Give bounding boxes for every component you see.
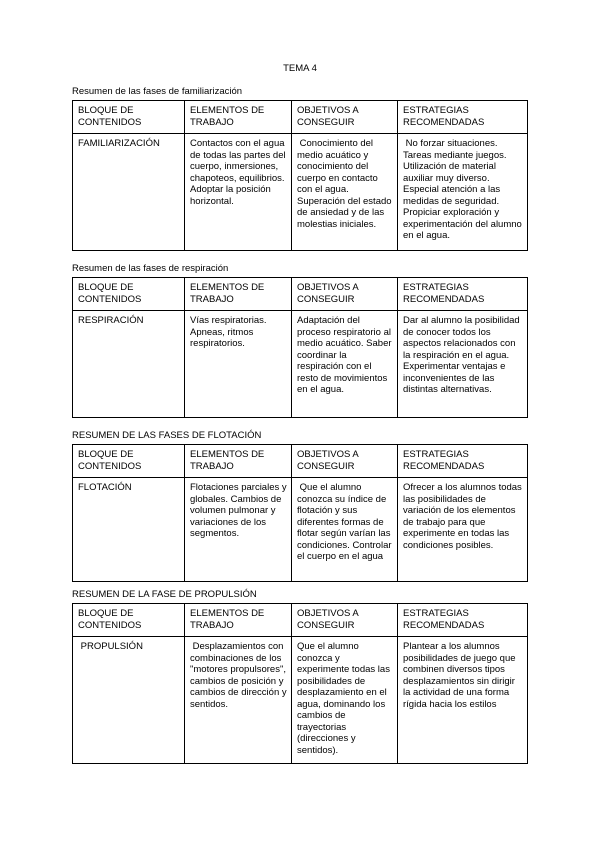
body-cell-estrategias: Plantear a los alumnos posibilidades de juego que combinen diversos tipos desplazamientos sin dirigir la actividad de una forma rígida hacia los estilos	[398, 637, 528, 764]
header-cell-elementos: ELEMENTOS DE TRABAJO	[185, 101, 292, 134]
table-row	[73, 311, 528, 418]
header-cell-estrategias: ESTRATEGIAS RECOMENDADAS	[398, 278, 528, 311]
body-cell-bloque: FAMILIARIZACIÓN	[73, 134, 185, 251]
body-cell-elementos: Vías respiratorias. Apneas, ritmos respiratorios.	[185, 311, 292, 418]
header-row	[73, 278, 528, 311]
header-cell-bloque: BLOQUE DE CONTENIDOS	[73, 101, 185, 134]
header-cell-bloque: BLOQUE DE CONTENIDOS	[73, 278, 185, 311]
header-cell-estrategias: ESTRATEGIAS RECOMENDADAS	[398, 445, 528, 478]
body-cell-elementos: Flotaciones parciales y globales. Cambios de volumen pulmonar y variaciones de los segmentos.	[185, 478, 292, 582]
section-propulsion	[0, 589, 600, 764]
body-cell-bloque: RESPIRACIÓN	[73, 311, 185, 418]
body-cell-objetivos: Que el alumno conozca y experimente todas las posibilidades de desplazamiento en el agua, dominando los cambios de trayectorias (direcciones y sentidos).	[292, 637, 398, 764]
header-row	[73, 445, 528, 478]
header-cell-objetivos: OBJETIVOS A CONSEGUIR	[292, 278, 398, 311]
header-cell-objetivos: OBJETIVOS A CONSEGUIR	[292, 445, 398, 478]
body-cell-bloque: FLOTACIÓN	[73, 478, 185, 582]
table-caption-respiracion: Resumen de las fases de respiración	[72, 263, 229, 274]
header-cell-objetivos: OBJETIVOS A CONSEGUIR	[292, 101, 398, 134]
body-cell-estrategias: No forzar situaciones. Tareas mediante juegos. Utilización de material auxiliar muy diverso. Especial atención a las medidas de seguridad. Propiciar exploración y experimentación del alumno en el agua.	[398, 134, 528, 251]
body-cell-objetivos: Conocimiento del medio acuático y conocimiento del cuerpo en contacto con el agua. Superación del estado de ansiedad y de las molestias iniciales.	[292, 134, 398, 251]
header-cell-elementos: ELEMENTOS DE TRABAJO	[185, 604, 292, 637]
table-flotacion	[72, 444, 528, 582]
section-respiracion	[0, 263, 600, 418]
header-cell-elementos: ELEMENTOS DE TRABAJO	[185, 278, 292, 311]
body-cell-elementos: Contactos con el agua de todas las partes del cuerpo, inmersiones, chapoteos, equilibrios. Adoptar la posición horizontal.	[185, 134, 292, 251]
table-caption-flotacion: RESUMEN DE LAS FASES DE FLOTACIÓN	[72, 430, 262, 441]
body-cell-objetivos: Adaptación del proceso respiratorio al medio acuático. Saber coordinar la respiración con el resto de movimientos en el agua.	[292, 311, 398, 418]
body-cell-estrategias: Dar al alumno la posibilidad de conocer todos los aspectos relacionados con la respiración en el agua. Experimentar ventajas e inconvenientes de las distintas alternativas.	[398, 311, 528, 418]
body-cell-objetivos: Que el alumno conozca su índice de flotación y sus diferentes formas de flotar según varían las condiciones. Controlar el cuerpo en el agua	[292, 478, 398, 582]
table-row	[73, 134, 528, 251]
table-respiracion	[72, 277, 528, 418]
body-cell-estrategias: Ofrecer a los alumnos todas las posibilidades de variación de los elementos de trabajo para que experimente en todas las condiciones posibles.	[398, 478, 528, 582]
header-row	[73, 101, 528, 134]
document-title: TEMA 4	[283, 63, 317, 74]
section-flotacion	[0, 430, 600, 582]
table-row	[73, 637, 528, 764]
header-row	[73, 604, 528, 637]
header-cell-estrategias: ESTRATEGIAS RECOMENDADAS	[398, 101, 528, 134]
table-familiarizacion	[72, 100, 528, 251]
header-cell-estrategias: ESTRATEGIAS RECOMENDADAS	[398, 604, 528, 637]
header-cell-elementos: ELEMENTOS DE TRABAJO	[185, 445, 292, 478]
table-row	[73, 478, 528, 582]
header-cell-bloque: BLOQUE DE CONTENIDOS	[73, 445, 185, 478]
body-cell-elementos: Desplazamientos con combinaciones de los "motores propulsores", cambios de posición y cambios de dirección y sentidos.	[185, 637, 292, 764]
table-propulsion	[72, 603, 528, 764]
section-familiarizacion	[0, 86, 600, 251]
body-cell-bloque: PROPULSIÓN	[73, 637, 185, 764]
header-cell-bloque: BLOQUE DE CONTENIDOS	[73, 604, 185, 637]
header-cell-objetivos: OBJETIVOS A CONSEGUIR	[292, 604, 398, 637]
table-caption-propulsion: RESUMEN DE LA FASE DE PROPULSIÓN	[72, 589, 257, 600]
table-caption-familiarizacion: Resumen de las fases de familiarización	[72, 86, 243, 97]
